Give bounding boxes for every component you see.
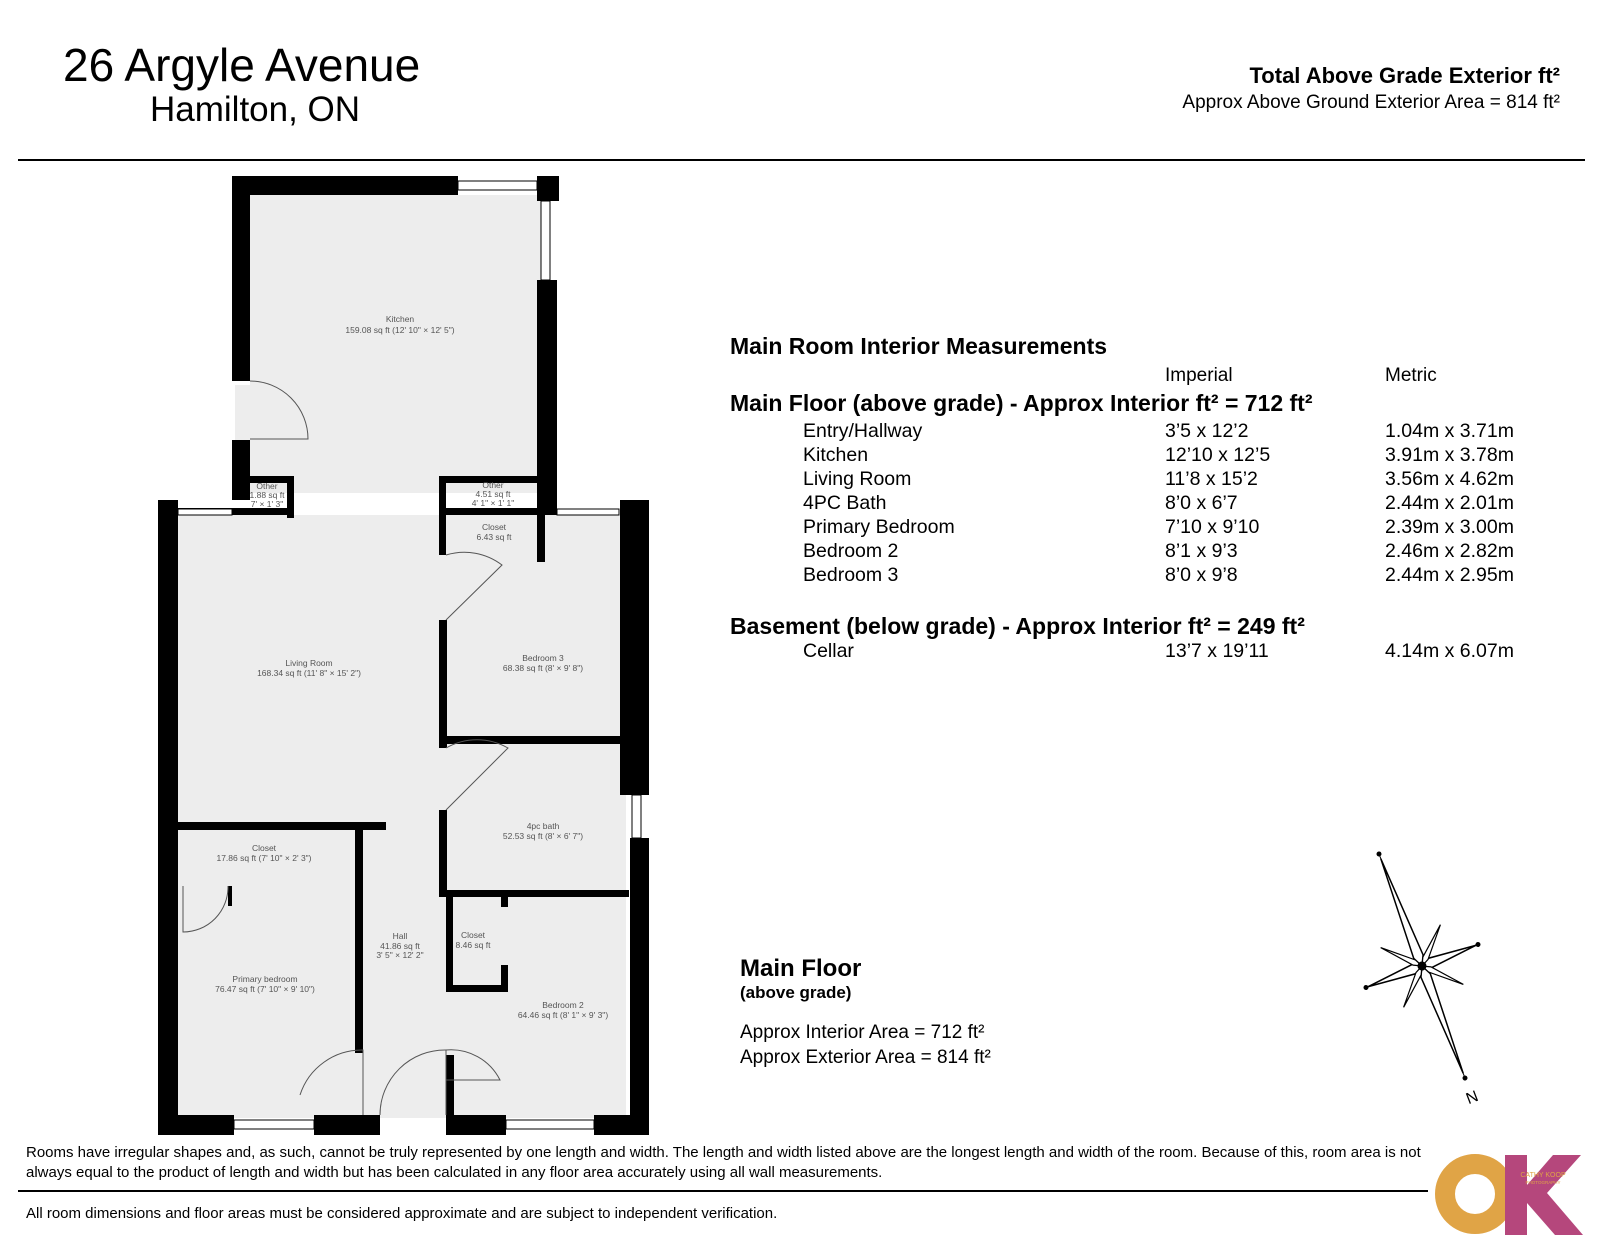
floor-summary-subtitle: (above grade) (740, 983, 852, 1002)
table-row (730, 419, 1530, 443)
room-name: Entry/Hallway (803, 420, 923, 442)
total-exterior-value: Approx Above Ground Exterior Area = 814 ft² (1182, 92, 1560, 113)
brand-logo (1435, 1153, 1585, 1235)
floor-summary-exterior: Approx Exterior Area = 814 ft² (740, 1047, 991, 1068)
room-imperial: 11’8 x 15’2 (1165, 468, 1258, 490)
room-area: 17.86 sq ft (7' 10" × 2' 3") (216, 853, 312, 863)
room-label: Closet (481, 522, 507, 532)
table-row (730, 563, 1530, 587)
room-label: 4pc bath (526, 821, 560, 831)
room-area: 52.53 sq ft (8' × 6' 7") (502, 831, 584, 841)
room-imperial: 8’0 x 6’7 (1165, 492, 1238, 514)
room-area: 1.88 sq ft (249, 490, 285, 500)
measurements-panel (730, 333, 1530, 663)
table-row (730, 539, 1530, 563)
footer-note: Rooms have irregular shapes and, as such, cannot be truly represented by one length and width. The length and width listed above are the longest length and width of the room. Because of this, room area is not always equal to the product of length and width but has been calculated in any floor area accurately using all wall measurements. (26, 1144, 1421, 1181)
room-label: Closet (460, 930, 486, 940)
room-label: Bedroom 3 (522, 653, 564, 663)
room-label: Living Room (285, 658, 333, 668)
room-name: Primary Bedroom (803, 516, 955, 538)
room-name: 4PC Bath (803, 492, 887, 514)
main-floor-header: Main Floor (above grade) - Approx Interior ft² = 712 ft² (730, 390, 1313, 416)
total-exterior-label: Total Above Grade Exterior ft² (1249, 63, 1560, 88)
logo-o-shape (1445, 1164, 1505, 1224)
floor-summary-interior: Approx Interior Area = 712 ft² (740, 1022, 985, 1043)
column-header-metric: Metric (1385, 365, 1437, 386)
property-address: 26 Argyle Avenue (63, 39, 421, 91)
room-dims: 4' 1" × 1' 1" (471, 498, 515, 508)
floor-summary-title: Main Floor (740, 955, 862, 982)
footer-disclaimer: All room dimensions and floor areas must be considered approximate and are subject to independent verification. (26, 1205, 778, 1222)
room-area: 168.34 sq ft (11' 8" × 15' 2") (257, 668, 361, 678)
room-metric: 1.04m x 3.71m (1385, 420, 1514, 442)
room-metric: 4.14m x 6.07m (1385, 640, 1514, 662)
room-area: 64.46 sq ft (8' 1" × 9' 3") (517, 1010, 609, 1020)
room-name: Living Room (803, 468, 912, 490)
basement-header: Basement (below grade) - Approx Interior ft² = 249 ft² (730, 613, 1305, 639)
room-area: 8.46 sq ft (455, 940, 491, 950)
room-label: Kitchen (385, 314, 415, 324)
logo-k-shape (1505, 1155, 1583, 1235)
measurements-title: Main Room Interior Measurements (730, 333, 1108, 359)
room-imperial: 8’0 x 9’8 (1165, 564, 1238, 586)
room-metric: 2.44m x 2.95m (1385, 564, 1514, 586)
room-area: 4.51 sq ft (475, 489, 511, 499)
room-imperial: 8’1 x 9’3 (1165, 540, 1238, 562)
table-row (730, 443, 1530, 467)
room-imperial: 13’7 x 19’11 (1165, 640, 1269, 662)
compass-north-label: N (1463, 1086, 1481, 1107)
room-area: 68.38 sq ft (8' × 9' 8") (502, 663, 584, 673)
room-label: Other (482, 480, 504, 490)
room-label: Primary bedroom (232, 974, 298, 984)
footer-divider (18, 1190, 1428, 1192)
column-header-imperial: Imperial (1165, 365, 1233, 386)
room-label: Bedroom 2 (542, 1000, 584, 1010)
room-imperial: 7’10 x 9’10 (1165, 516, 1260, 538)
room-metric: 3.91m x 3.78m (1385, 444, 1514, 466)
room-imperial: 3’5 x 12’2 (1165, 420, 1249, 442)
room-area: 159.08 sq ft (12' 10" × 12' 5") (345, 325, 455, 335)
room-dims: 7' × 1' 3" (250, 499, 284, 509)
compass-icon (1320, 830, 1523, 1106)
room-label: Closet (251, 843, 277, 853)
room-name: Bedroom 2 (803, 540, 899, 562)
room-imperial: 12’10 x 12’5 (1165, 444, 1271, 466)
room-label: Hall (392, 931, 408, 941)
table-row (730, 515, 1530, 539)
property-city: Hamilton, ON (150, 90, 361, 129)
table-row (730, 467, 1530, 491)
room-name: Cellar (803, 640, 854, 662)
room-name: Bedroom 3 (803, 564, 899, 586)
room-metric: 3.56m x 4.62m (1385, 468, 1514, 490)
room-metric: 2.46m x 2.82m (1385, 540, 1514, 562)
room-area: 41.86 sq ft (380, 941, 420, 951)
room-label: Other (256, 481, 278, 491)
room-dims: 3' 5" × 12' 2" (376, 950, 424, 960)
logo-caption: CATHY KOOP (1520, 1172, 1566, 1179)
table-row (730, 639, 1530, 663)
room-metric: 2.39m x 3.00m (1385, 516, 1514, 538)
room-metric: 2.44m x 2.01m (1385, 492, 1514, 514)
table-row (730, 491, 1530, 515)
room-area: 76.47 sq ft (7' 10" × 9' 10") (215, 984, 315, 994)
room-name: Kitchen (803, 444, 869, 466)
room-area: 6.43 sq ft (476, 532, 512, 542)
logo-caption-sub: PHOTOGRAPHY (1525, 1180, 1561, 1185)
